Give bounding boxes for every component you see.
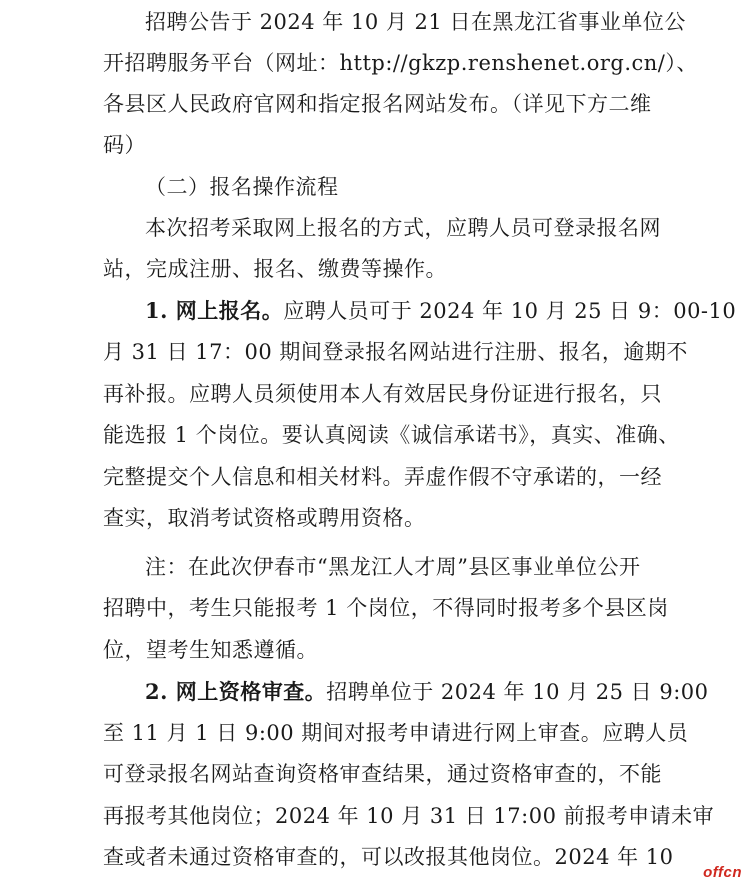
- text-line: 再补报。应聘人员须使用本人有效居民身份证进行报名，只: [103, 382, 662, 406]
- text-line: 位，望考生知悉遵循。: [103, 638, 318, 662]
- text-line: 站，完成注册、报名、缴费等操作。: [103, 257, 447, 281]
- text-line: 招聘中，考生只能报考 1 个岗位，不得同时报考多个县区岗: [103, 596, 669, 620]
- text-line: [145, 296, 736, 326]
- offcn-watermark-logo: offcn: [703, 864, 742, 881]
- text-line: 至 11 月 1 日 9:00 期间对报考申请进行网上审查。应聘人员: [103, 721, 689, 745]
- text-line: 码）: [103, 133, 146, 157]
- text-span: 应聘人员可于 2024 年 10 月 25 日 9：00-10: [283, 299, 737, 323]
- note-line: 注：在此次伊春市“黑龙江人才周”县区事业单位公开: [145, 555, 641, 579]
- text-line: 再报考其他岗位；2024 年 10 月 31 日 17:00 前报考申请未审: [103, 804, 715, 828]
- text-line: 查或者未通过资格审查的，可以改报其他岗位。2024 年 10: [103, 845, 674, 869]
- text-line: 能选报 1 个岗位。要认真阅读《诚信承诺书》，真实、准确、: [103, 423, 680, 447]
- text-line: 开招聘服务平台（网址：http://gkzp.renshenet.org.cn/）、: [103, 51, 698, 75]
- section-heading: （二）报名操作流程: [145, 175, 339, 199]
- text-line: 完整提交个人信息和相关材料。弄虚作假不守承诺的，一经: [103, 465, 662, 489]
- subsection-title: 1. 网上报名。: [145, 298, 284, 323]
- text-line: 可登录报名网站查询资格审查结果，通过资格审查的，不能: [103, 762, 662, 786]
- text-line: 各县区人民政府官网和指定报名网站发布。（详见下方二维: [103, 92, 652, 116]
- subsection-title: 2. 网上资格审查。: [145, 679, 327, 704]
- text-line: 本次招考采取网上报名的方式，应聘人员可登录报名网: [145, 216, 661, 240]
- text-line: 招聘公告于 2024 年 10 月 21 日在黑龙江省事业单位公: [145, 10, 686, 34]
- text-line: [145, 677, 709, 707]
- text-line: 月 31 日 17：00 期间登录报名网站进行注册、报名，逾期不: [103, 340, 688, 364]
- text-line: 查实，取消考试资格或聘用资格。: [103, 506, 426, 530]
- text-span: 招聘单位于 2024 年 10 月 25 日 9:00: [326, 680, 709, 704]
